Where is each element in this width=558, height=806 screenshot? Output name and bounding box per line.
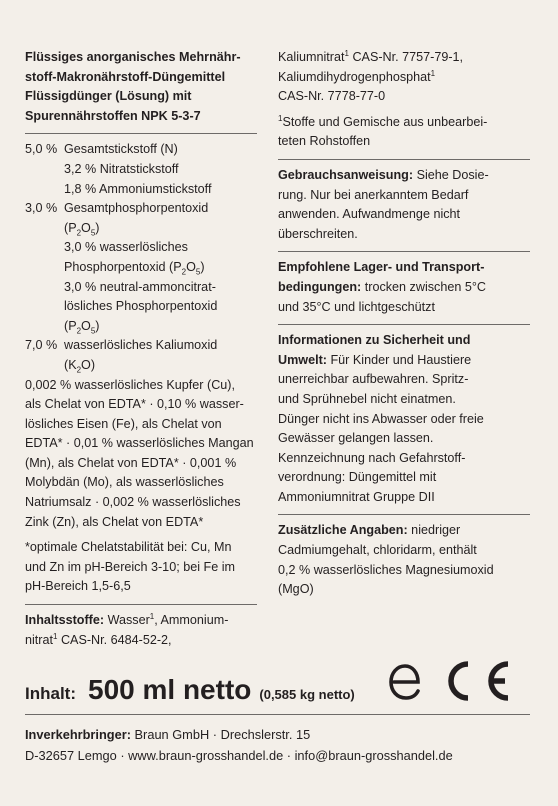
- nitrogen-percent: 5,0 %: [25, 142, 58, 157]
- phosphor-percent: 3,0 %: [25, 201, 58, 216]
- divider: [25, 604, 257, 605]
- p-water-soluble-2: Phosphorpentoxid $(P_2O_5)$: [64, 259, 205, 277]
- title-line: stoff-Makronährstoff-Düngemittel: [25, 69, 226, 84]
- safety-info: Informationen zu Sicherheit und Umwelt: Für Kinder und Haustiere unerreichbar aufbewahren. Spritz- und Sprühnebel nicht einatmen. Dünger nicht ins Abwasser oder freie Gewässer gelangen lassen. Kennzeichnung nach Gefahrstoff- verordnung: Düngemittel mit Ammoniumnitrat Gruppe DII: [278, 333, 484, 504]
- distributor-label: Inverkehrbringer:: [25, 727, 131, 742]
- phosphor-formula-2: $(P_2O_5)$: [64, 318, 100, 336]
- title-line: Flüssigdünger (Lösung) mit: [25, 89, 192, 104]
- product-title: [25, 48, 257, 126]
- distributor-address: Braun GmbH · Drechslerstr. 15: [130, 727, 311, 742]
- net-content: [25, 674, 355, 706]
- p-neutral-ammoncitrat: 3,0 % neutral-ammoncitrat-: [64, 279, 216, 294]
- usage-instructions: Gebrauchsanweisung: Siehe Dosie- rung. Nur bei anerkanntem Bedarf anwenden. Aufwandmenge nicht überschreiten.: [278, 167, 489, 241]
- ingredients: Inhaltsstoffe: Wasser$^1$, Ammonium- nitrat$^1$ CAS-Nr. 6484-52-2,: [25, 611, 229, 647]
- nitrogen-label: Gesamtstickstoff (N): [64, 142, 178, 157]
- ce-mark-icon: [451, 664, 508, 698]
- divider: [278, 159, 530, 160]
- potassium-formula: $(K_2O)$: [64, 357, 96, 375]
- phosphor-formula: $(P_2O_5)$: [64, 220, 100, 238]
- footnote: $^1$Stoffe und Gemische aus unbearbei- teten Rohstoffen: [278, 113, 488, 149]
- phosphor-row: [25, 199, 257, 219]
- title-line: Spurennährstoffen NPK 5-3-7: [25, 108, 201, 123]
- divider: [25, 133, 257, 134]
- distributor-contact: D-32657 Lemgo · www.braun-grosshandel.de · info@braun-grosshandel.de: [25, 748, 453, 763]
- p-water-soluble: 3,0 % wasserlösliches: [64, 240, 188, 255]
- content-weight: (0,585 kg netto): [259, 687, 355, 702]
- chelat-note: *optimale Chelatstabilität bei: Cu, Mn und Zn im pH-Bereich 3-10; bei Fe im pH-Bereich 1,5-6,5: [25, 540, 235, 594]
- trace-elements: 0,002 % wasserlösliches Kupfer (Cu), als Chelat von EDTA* · 0,10 % wasser- lösliches Eisen (Fe), als Chelat von EDTA* · 0,01 % wasserlösliches Mangan (Mn), als Chelat von EDTA* · 0,001 % Molybdän (Mo), als wasserlösliches Natriumsalz · 0,002 % wasserlösliches Zink (Zn), als Chelat von EDTA*: [25, 377, 254, 529]
- divider: [278, 324, 530, 325]
- divider: [278, 514, 530, 515]
- title-line: Flüssiges anorganisches Mehrnähr-: [25, 50, 241, 64]
- nitrate-nitrogen: 3,2 % Nitratstickstoff: [64, 161, 179, 176]
- p-neutral-ammoncitrat-2: lösliches Phosphorpentoxid: [64, 299, 218, 314]
- nitrogen-row: [25, 140, 257, 160]
- additional-info: Zusätzliche Angaben: niedriger Cadmiumgehalt, chloridarm, enthält 0,2 % wasserlösliches Magnesiumoxid (MgO): [278, 523, 494, 597]
- ingredients-continued: Kaliumnitrat$^1$ CAS-Nr. 7757-79-1, Kaliumdihydrogenphosphat$^1$ CAS-Nr. 7778-77-0: [278, 48, 464, 104]
- storage-conditions: Empfohlene Lager- und Transport- bedingungen: trocken zwischen 5°C und 35°C und lichtgeschützt: [278, 260, 486, 314]
- right-column: [278, 48, 530, 600]
- potassium-row: [25, 336, 257, 356]
- potassium-label: wasserlösliches Kaliumoxid: [64, 338, 218, 353]
- estimated-sign-icon: [391, 666, 418, 698]
- content-volume: 500 ml netto: [88, 674, 252, 705]
- distributor: [25, 724, 453, 766]
- phosphor-label: Gesamtphosphorpentoxid: [64, 201, 209, 216]
- potassium-percent: 7,0 %: [25, 338, 58, 353]
- content-label: Inhalt:: [25, 684, 76, 703]
- conformity-marks: [386, 656, 516, 704]
- ammonium-nitrogen: 1,8 % Ammoniumstickstoff: [64, 181, 212, 196]
- left-column: [25, 48, 257, 650]
- divider: [278, 251, 530, 252]
- divider: [25, 714, 530, 715]
